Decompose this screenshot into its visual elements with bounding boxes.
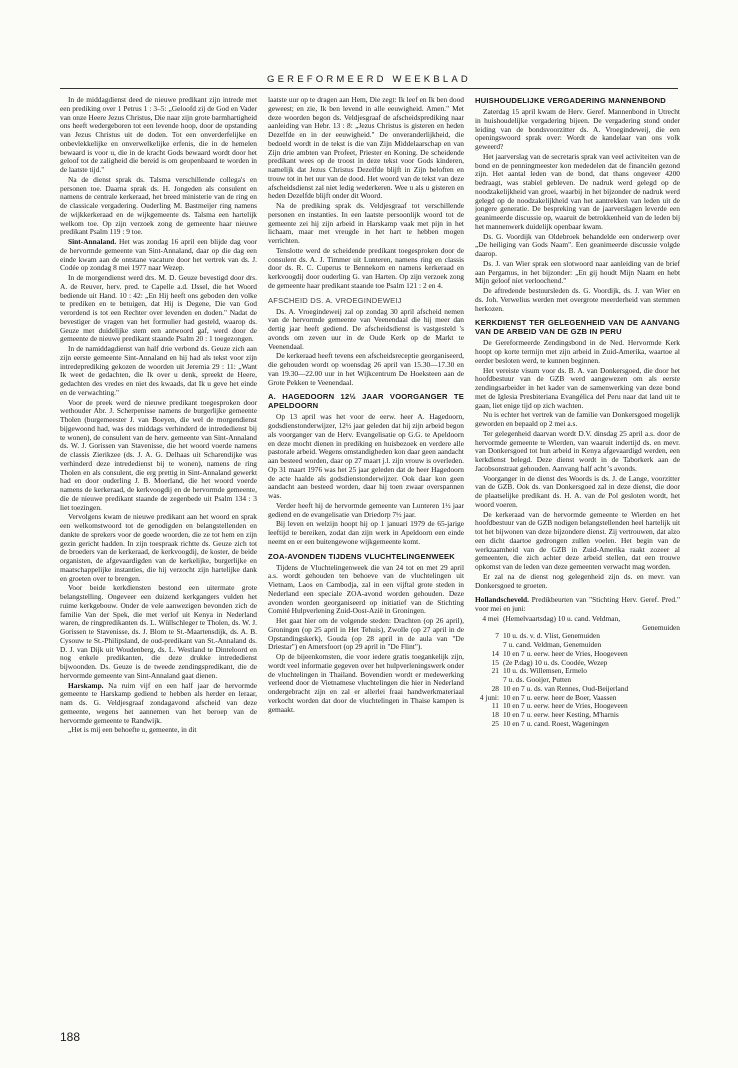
schedule-row (475, 667, 680, 676)
paragraph-text: Na ruim vijf en een half jaar de hervormde gemeente te Harskamp gediend te hebben als herder en leraar, nam ds. G. Veldjesgraaf zondagavond afscheid van deze gemeente, wegens het aannemen van het beroep van de hervormde gemeente te Randwijk. (60, 680, 257, 725)
schedule-date: 21 (491, 667, 499, 676)
schedule-date: 11 (491, 702, 499, 711)
schedule-row (475, 720, 680, 729)
schedule-date: 15 (491, 658, 499, 667)
schedule-row (475, 632, 680, 641)
paragraph: Op 13 april was het voor de eerw. heer A. Hagedoorn, godsdienstonderwijzer, 12½ jaar geleden dat hij zijn arbeid begon als voorganger van de Herv. Evangelisatie op G.G. te Apeldoorn en deze mocht dienen in prediking en huisbezoek en verdere alle pastorale arbeid. Wegens omstandigheden kon daar geen aandacht aan besteed worden, daar op 27 maart j.l. zijn vrouw is overleden. Op 31 maart 1976 was het 25 jaar geleden dat de heer Hagedoorn de acte haalde als godsdienstonderwijzer. Ook daar kon geen aandacht aan besteed worden, daar hij toen zwaar overspannen was. (268, 412, 464, 500)
paragraph: Voor beide kerkdiensten bestond een uitermate grote belangstelling. Ongeveer een duizend kerkgangers vulden het ruime kerkgebouw. Onder de vele aanwezigen bevonden zich de familie Van der Spek, die met verlof uit Kenya in Nederland waren, de ringpredikanten ds. L. Wüllschleger te Tholen, ds. W. J. Gorissen te Stavenisse, ds. J. Blom te St.-Maartensdijk, ds. A. B. Cysouw te St.-Philipsland, de oud-predikant van St.-Annaland ds. D. J. van Dijk uit Woudenberg, ds. L. Westland te Dintelоord en nog enkele predikanten, die deze drukke intrededienst bijwoonden. Ds. Geuze is de tweede zendingspredikant, die de hervormde gemeente van Sint-Annaland gaat dienen. (60, 583, 257, 680)
paragraph: Tenslotte werd de scheidende predikant toegesproken door de consulent ds. A. J. Timmer uit Lunteren, namens ring en classis door ds. R. C. Cuperus te Bennekom en namens kerkeraad en kerkvoogdij door ouderling G. van Harten. Op zijn verzoek zong de gemeente haar predikant staande toe Psalm 121 : 2 en 4. (268, 245, 464, 290)
paragraph: Op de bijeenkomsten, die voor iedere gratis toegankelijk zijn, wordt veel informatie gegeven over het hulpverleningswerk onder de vluchtelingen in Thailand. Bovendien wordt er medewerking verleend door de Vietnamese vluchtelingen die hier in Nederland ondergebracht zijn en zal er allerlei fraai handwerkmateriaal verkocht worden dat door de vluchtelingen in Thaise kampen is gemaakt. (268, 652, 464, 714)
schedule-entry: 10 en 7 u. ds. van Rennes, Oud-Beijerland (503, 684, 629, 693)
schedule-date: 4 juni: (479, 693, 499, 702)
schedule-row (475, 650, 680, 659)
schedule-date (475, 641, 503, 650)
paragraph: Ds. G. Voordijk van Oldebroek behandelde een onderwerp over „De heiliging van Gods Naam". Een geanimeerde discussie volgde daarop. (475, 231, 680, 258)
section-heading-zoa: ZOA-AVONDEN TIJDENS VLUCHTELINGENWEEK (268, 551, 455, 561)
paragraph: In de namiddagdienst van half drie verbond ds. Geuze zich aan zijn eerste gemeente Sint-Annaland en hij had als tekst voor zijn intredeprediking gekozen de woorden uit Jeremia 29 : 11: „Want Ik weet de gedachten, die Ik over u denk, spreekt de Heere, gedachten des vredes en niet des kwaads, dat Ik u geve het einde en de verwachting." (60, 344, 257, 397)
paragraph: De Gereformeerde Zendingsbond in de Ned. Hervormde Kerk hoopt op korte termijn met zijn arbeid in Zuid-Amerika, waartoe al eerder besloten werd, te kunnen beginnen. (475, 338, 680, 365)
paragraph: Er zal na de dienst nog gelegenheid zijn ds. en mevr. van Donkersgoed te groeten. (475, 571, 680, 590)
paragraph: Voor de preek werd de nieuwe predikant toegesproken door wethouder Abr. J. Scherpenisse namens de burgerlijke gemeente Tholen (burgemeester J. van Boeyen, die wel de morgendienst bijgewoond had, was des middags verhinderd de intrededienst bij te wonen), de consulent van de herv. gemeente van Sint-Annaland ds. W. J. Gorissen van Stavenisse, die het woord voerde namens de classis Zierikzee (ds. J. A. G. Delhaas uit Scharendijke was verhinderd deze intrededienst bij te wonen), namens de ring Tholen en als consulent, die erg prettig in Sint-Annaland gewerkt had en door ouderling J. B. Moerland, die het woord voerde namens de kerkeraad, de kerkvoogdij en de hervormde gemeente, die de nieuwe predikant staande de zegenbede uit Psalm 134 : 3 liet toezingen. (60, 397, 257, 512)
paragraph (60, 238, 257, 273)
schedule-lead: Hollandscheveld. (475, 595, 530, 605)
column-left (60, 96, 257, 1008)
paragraph-lead: Sint-Annaland. (68, 237, 117, 246)
paragraph: Verder heeft hij de hervormde gemeente van Lunteren 1½ jaar gediend en de evangelisatie van Driedorp 7½ jaar. (268, 500, 464, 519)
schedule-entry: 10 u. ds. v. d. Vlist, Genemuiden (503, 632, 600, 641)
schedule-row (475, 676, 680, 685)
paragraph: Nu is echter het vertrek van de familie van Donkersgoed mogelijk geworden en bepaald op 2 mei a.s. (475, 410, 680, 428)
column-right (475, 96, 680, 1008)
schedule-date: 25 (491, 719, 499, 728)
section-heading-kerkdienst-peru: KERKDIENST TER GELEGENHEID VAN DE AANVANG VAN DE ARBEID VAN DE GZB IN PERU (475, 318, 680, 337)
paragraph: Zaterdag 15 april kwam de Herv. Geref. Mannenbond in Utrecht in huishoudelijke vergadering bijeen. De vergadering stond onder leiding van de bondsvoorzitter ds. A. Vroegindeweij, die een openingswoord sprak over: Wordt de kandelaar van ons volk geweerd? (475, 107, 680, 151)
paragraph: Vervolgens kwam de nieuwe predikant aan het woord en sprak een welkomstwoord tot de genodigden en belangstellenden en dankte de sprekers voor de goede woorden, die ze tot hem en zijn gezin gericht hadden. In zijn toespraak richtte ds. Geuze zich tot de broeders van de kerkeraad, de kerkvoogdij, de koster, de beide organisten, de afgevaardigden van de kerkelijke, burgerlijke en maatschappelijke instanties, die hij verzocht zijn hartelijke dank en groeten over te brengen. (60, 512, 257, 583)
schedule-entry: (Hemelvaartsdag) 10 u. cand. Veldman, (503, 614, 621, 623)
paragraph: Na de prediking sprak ds. Veldjesgraaf tot verschillende personen en instanties. In een laatste persoonlijk woord tot de gemeente zei hij zijn arbeid in Harskamp vaak met pijn in het lichaam, maar met vreugde in het hart te hebben mogen verrichten. (268, 201, 464, 245)
schedule-date (475, 676, 503, 685)
schedule-row (475, 615, 680, 624)
schedule-row (475, 685, 680, 694)
page-number: 188 (60, 1030, 81, 1044)
paragraph: In de middagdienst deed de nieuwe predikant zijn intrede met een prediking over 1 Petrus 1 : 3–5: „Geloofd zij de God en Vader van onze Heere Jezus Christus, Die naar zijn grote barmhartigheid ons heeft wedergeboren tot een levende hoop, door de opstanding van Jezus Christus uit de doden. Tot een onverderfelijke en onbevlekkelijke en onverwelkelijke erfenis, die in de hemelen bewaard is voor u, die in de kracht Gods bewaard wordt door het geloof tot de zaligheid die bereid is om geopenbaard te worden in de laatste tijd." (60, 96, 257, 174)
schedule-entry: 10 u. ds. Willemsen, Ermelo (503, 667, 587, 676)
running-header: GEREFORMEERD WEEKBLAD (267, 74, 471, 85)
schedule-entry: 10 en 7 u. eerw. heer Kesting, M'harnis (503, 711, 619, 719)
paragraph: Voorganger in de dienst des Woords is ds. J. de Lange, voorzitter van de GZB. Ook ds. van Donkersgoed zal in deze dienst, die door de plaatselijke predikant ds. H. A. van de Pol gesloten wordt, het woord voeren. (475, 473, 680, 509)
paragraph-lead: Harskamp. (68, 680, 104, 690)
schedule-intro (475, 596, 680, 614)
paragraph: „Het is mij een behoefte u, gemeente, in dit (68, 725, 197, 735)
schedule-row (475, 694, 680, 703)
schedule-entry: Genemuiden (642, 623, 680, 632)
paragraph: Na de dienst sprak ds. Talsma verschillende collega's en personen toe. Daarna sprak ds. H. Jongeden als consulent en namens de centrale kerkeraad, het breed ministerie van de ring en de classicale vergadering. Ouderling M. Bastmeijer ring namens de wijkkerkeraad en de wijkgemeente ds. Talsma een hartelijk welkom toe. Op zijn verzoek zong de gemeente haar nieuwe predikant Psalm 119 : 9 toe. (60, 174, 257, 237)
schedule-entry: 10 en 7 u. eerw. heer de Vries, Hoogeveen (503, 702, 628, 711)
schedule-date: 7 (495, 632, 499, 641)
schedule-entry: (2e P.dag) 10 u. ds. Coodée, Wezep (503, 658, 608, 667)
paragraph: Ds. J. van Wier sprak een slotwoord naar aanleiding van de brief aan Pergamus, in het bijzonder: „En gij houdt Mijn Naam en hebt Mijn geloof niet verloochend." (475, 258, 680, 286)
schedule-row (475, 702, 680, 711)
paragraph: Het jaarverslag van de secretaris sprak van veel activiteiten van de bond en de penningmeester kon mededelen dat de financiën gezond zijn. Het aantal leden van de bond, dat thans ongeveer 4200 bedraagt, was stabiel gebleven. De nadruk werd gelegd op de noodzakelijkheid van groei, waarbij in het bijzonder de nadruk werd gelegd op de noodzakelijkheid van het aantrekken van leden uit de jongere generatie. De bespreking van de jaarverslagen leverde een geanimeerde discussie op, waaruit de betrokkenheid van de leden bij het mannenwerk duidelijk openbaar kwam. (475, 151, 680, 231)
schedule-entry: 10 en 7 u. eerw. heer de Vries, Hoogeveen (503, 649, 628, 658)
section-heading-afscheid: AFSCHEID DS. A. VROEGINDEWEIJ (268, 295, 402, 305)
schedule-row (475, 624, 680, 633)
paragraph: Ds. A. Vroegindeweij zal op zondag 30 april afscheid nemen van de hervormde gemeente van Veenendaal die hij meer dan dertig jaar heeft gediend. De afscheidsdienst is vastgesteld 's avonds om zeven uur in de Oude Kerk op de Markt te Veenendaal. (268, 306, 464, 351)
paragraph: Tijdens de Vluchtelingenweek die van 24 tot en met 29 april a.s. wordt gehouden ten behoeve van de vluchtelingen uit Vietnam, Laos en Cambodja, zal in een vijftal grote steden in Nederland een speciale ZOA-avond worden gehouden. Deze avonden worden georganiseerd op initiatief van de Stichting Comité Hulpverlening Zuid-Oost-Azië in Groningen. (268, 562, 464, 616)
schedule-date: 14 (491, 649, 499, 658)
paragraph: laatste uur op te dragen aan Hem, Die zegt: Ik leef en Ik ben dood geweest; en zie, Ik ben levend in alle eeuwigheid. Amen." Met deze woorden begon ds. Veldjesgraaf de afscheidsprediking naar aanleiding van Hebr. 13 : 8: „Jezus Christus is gisteren en heden Dezelfde en in der eeuwigheid." De onveranderlijkheid, die bedoeld wordt in de tekst is die van Zijn Middelaarschap en van Zijn drie ambten van Profeet, Priester en Koning. De scheidende predikant wees op de troost in deze tekst voor Gods kinderen, namelijk dat Jezus Christus Dezelfde blijft in Zijn beloften en trouw tot in het uur van de dood. Het woord van de tekst van deze afscheidsdienst zal niet ledig wederkeren. Wee u als u gisteren en heden Dezelfde blijft onder dit Woord. (268, 96, 464, 201)
schedule-rows (475, 615, 680, 729)
paragraph: Het vereiste visum voor ds. B. A. van Donkersgoed, die door het hoofdbestuur van de GZB werd aangewezen om als eerste zendingsarbeider in het kader van de samenwerking van deze bond met de Iglesia Presbiteriana Evangélica del Peru naar dat land uit te gaan, liet enige tijd op zich wachten. (475, 365, 680, 410)
schedule-row (475, 641, 680, 650)
schedule-date (475, 624, 503, 633)
schedule-row (475, 711, 680, 720)
header-rule (60, 88, 678, 89)
paragraph: De kerkeraad heeft tevens een afscheidsreceptie georganiseerd, die gehouden wordt op woensdag 26 april van 15.30—17.30 en van 19.30—22.00 uur in het Wijkcentrum De Hoeksteen aan de Grote Pekken te Veenendaal. (268, 351, 464, 387)
schedule-date: 28 (491, 684, 499, 693)
schedule-date: 18 (491, 711, 499, 719)
column-middle (268, 96, 464, 1008)
paragraph: In de morgendienst werd drs. M. D. Geuze bevestigd door drs. A. de Reuver, herv. pred. te Capelle a.d. IJssel, die het Woord bediende uit Hand. 10 : 42: „En Hij heeft ons geboden den volke te prediken en te betuigen, dat Hij is Degene, Die van God verordend is tot een Rechter over levenden en doden." Nadat de bevestiger de vragen van het formulier had gesteld, waarop ds. Geuze met duidelijke stem een antwoord gaf, werd door de gemeente de nieuwe predikant staande Psalm 20 : 1 toegezongen. (60, 273, 257, 344)
paragraph: De aftredende bestuursleden ds. G. Voordijk, ds. J. van Wier en ds. Joh. Verwelius werden met overgrote meerderheid van stemmen herkozen. (475, 286, 680, 313)
paragraph: De kerkeraad van de hervormde gemeente te Wierden en het hoofdbestuur van de GZB nodigen belangstellenden heel hartelijk uit tot het bijwonen van deze bijzondere dienst. Zij vertrouwen, dat alzo een dicht daartoe gedrongen zullen voelen. Het begin van de werkzaamheid van de GZB in Zuid-Amerika raakt zozeer al gemeenten, die zich achter deze arbeid stellen, dat een trouwe opkomst van de leden van deze gemeenten verwacht mag worden. (475, 509, 680, 571)
paragraph: Bij leven en welzijn hoopt hij op 1 januari 1979 de 65-jarige leeftijd te bereiken, zodat dan zijn werk in Apeldoorn een einde neemt en er een buitengewone wijkgemeente komt. (268, 519, 464, 546)
preaching-schedule (475, 596, 680, 728)
section-heading-hagedoorn: A. HAGEDOORN 12½ JAAR VOORGANGER TE APELDOORN (268, 392, 464, 411)
schedule-date: 4 mei (482, 614, 499, 623)
paragraph (60, 682, 257, 726)
paragraph: Ter gelegenheid daarvan wordt D.V. dinsdag 25 april a.s. door de hervormde gemeente te Wierden, van waaruit indertijd ds. en mevr. van Donkersgoed tot hun arbeid in Kenya afgevaardigd werden, een kerkdienst belegd. Deze dienst wordt in de Taborkerk aan de Jacobsonstraat gehouden. Aanvang half acht 's avonds. (475, 428, 680, 473)
paragraph: Het gaat hier om de volgende steden: Drachten (op 26 april), Groningen (op 25 april in Het Tehuis), Zwolle (op 27 april in de Opstandingskerk), Gouda (op 28 april in de aula van "De Driestar") en Amersfoort (op 29 april in "De Flint"). (268, 616, 464, 652)
schedule-entry: 10 en 7 u. eerw. heer de Boer, Vaassen (503, 693, 617, 702)
schedule-entry: 7 u. cand. Veldman, Genemuiden (503, 641, 602, 649)
schedule-entry: 7 u. ds. Gooijer, Putten (503, 676, 572, 684)
schedule-entry: 10 en 7 u. cand. Roest, Wageningen (503, 719, 609, 728)
paragraph-text: Het was zondag 16 april een blijde dag voor de hervormde gemeente van Sint-Annaland, daar op die dag een einde kwam aan de ontstane vacature door het vertrek van ds. J. Codée op zondag 8 mei 1977 naar Wezep. (60, 237, 257, 273)
schedule-row (475, 659, 680, 668)
schedule-intro-text: Predikbeurten van "Stichting Herv. Geref. Pred." voor mei en juni: (475, 595, 680, 613)
section-heading-mannenbond: HUISHOUDELIJKE VERGADERING MANNENBOND (475, 96, 666, 105)
